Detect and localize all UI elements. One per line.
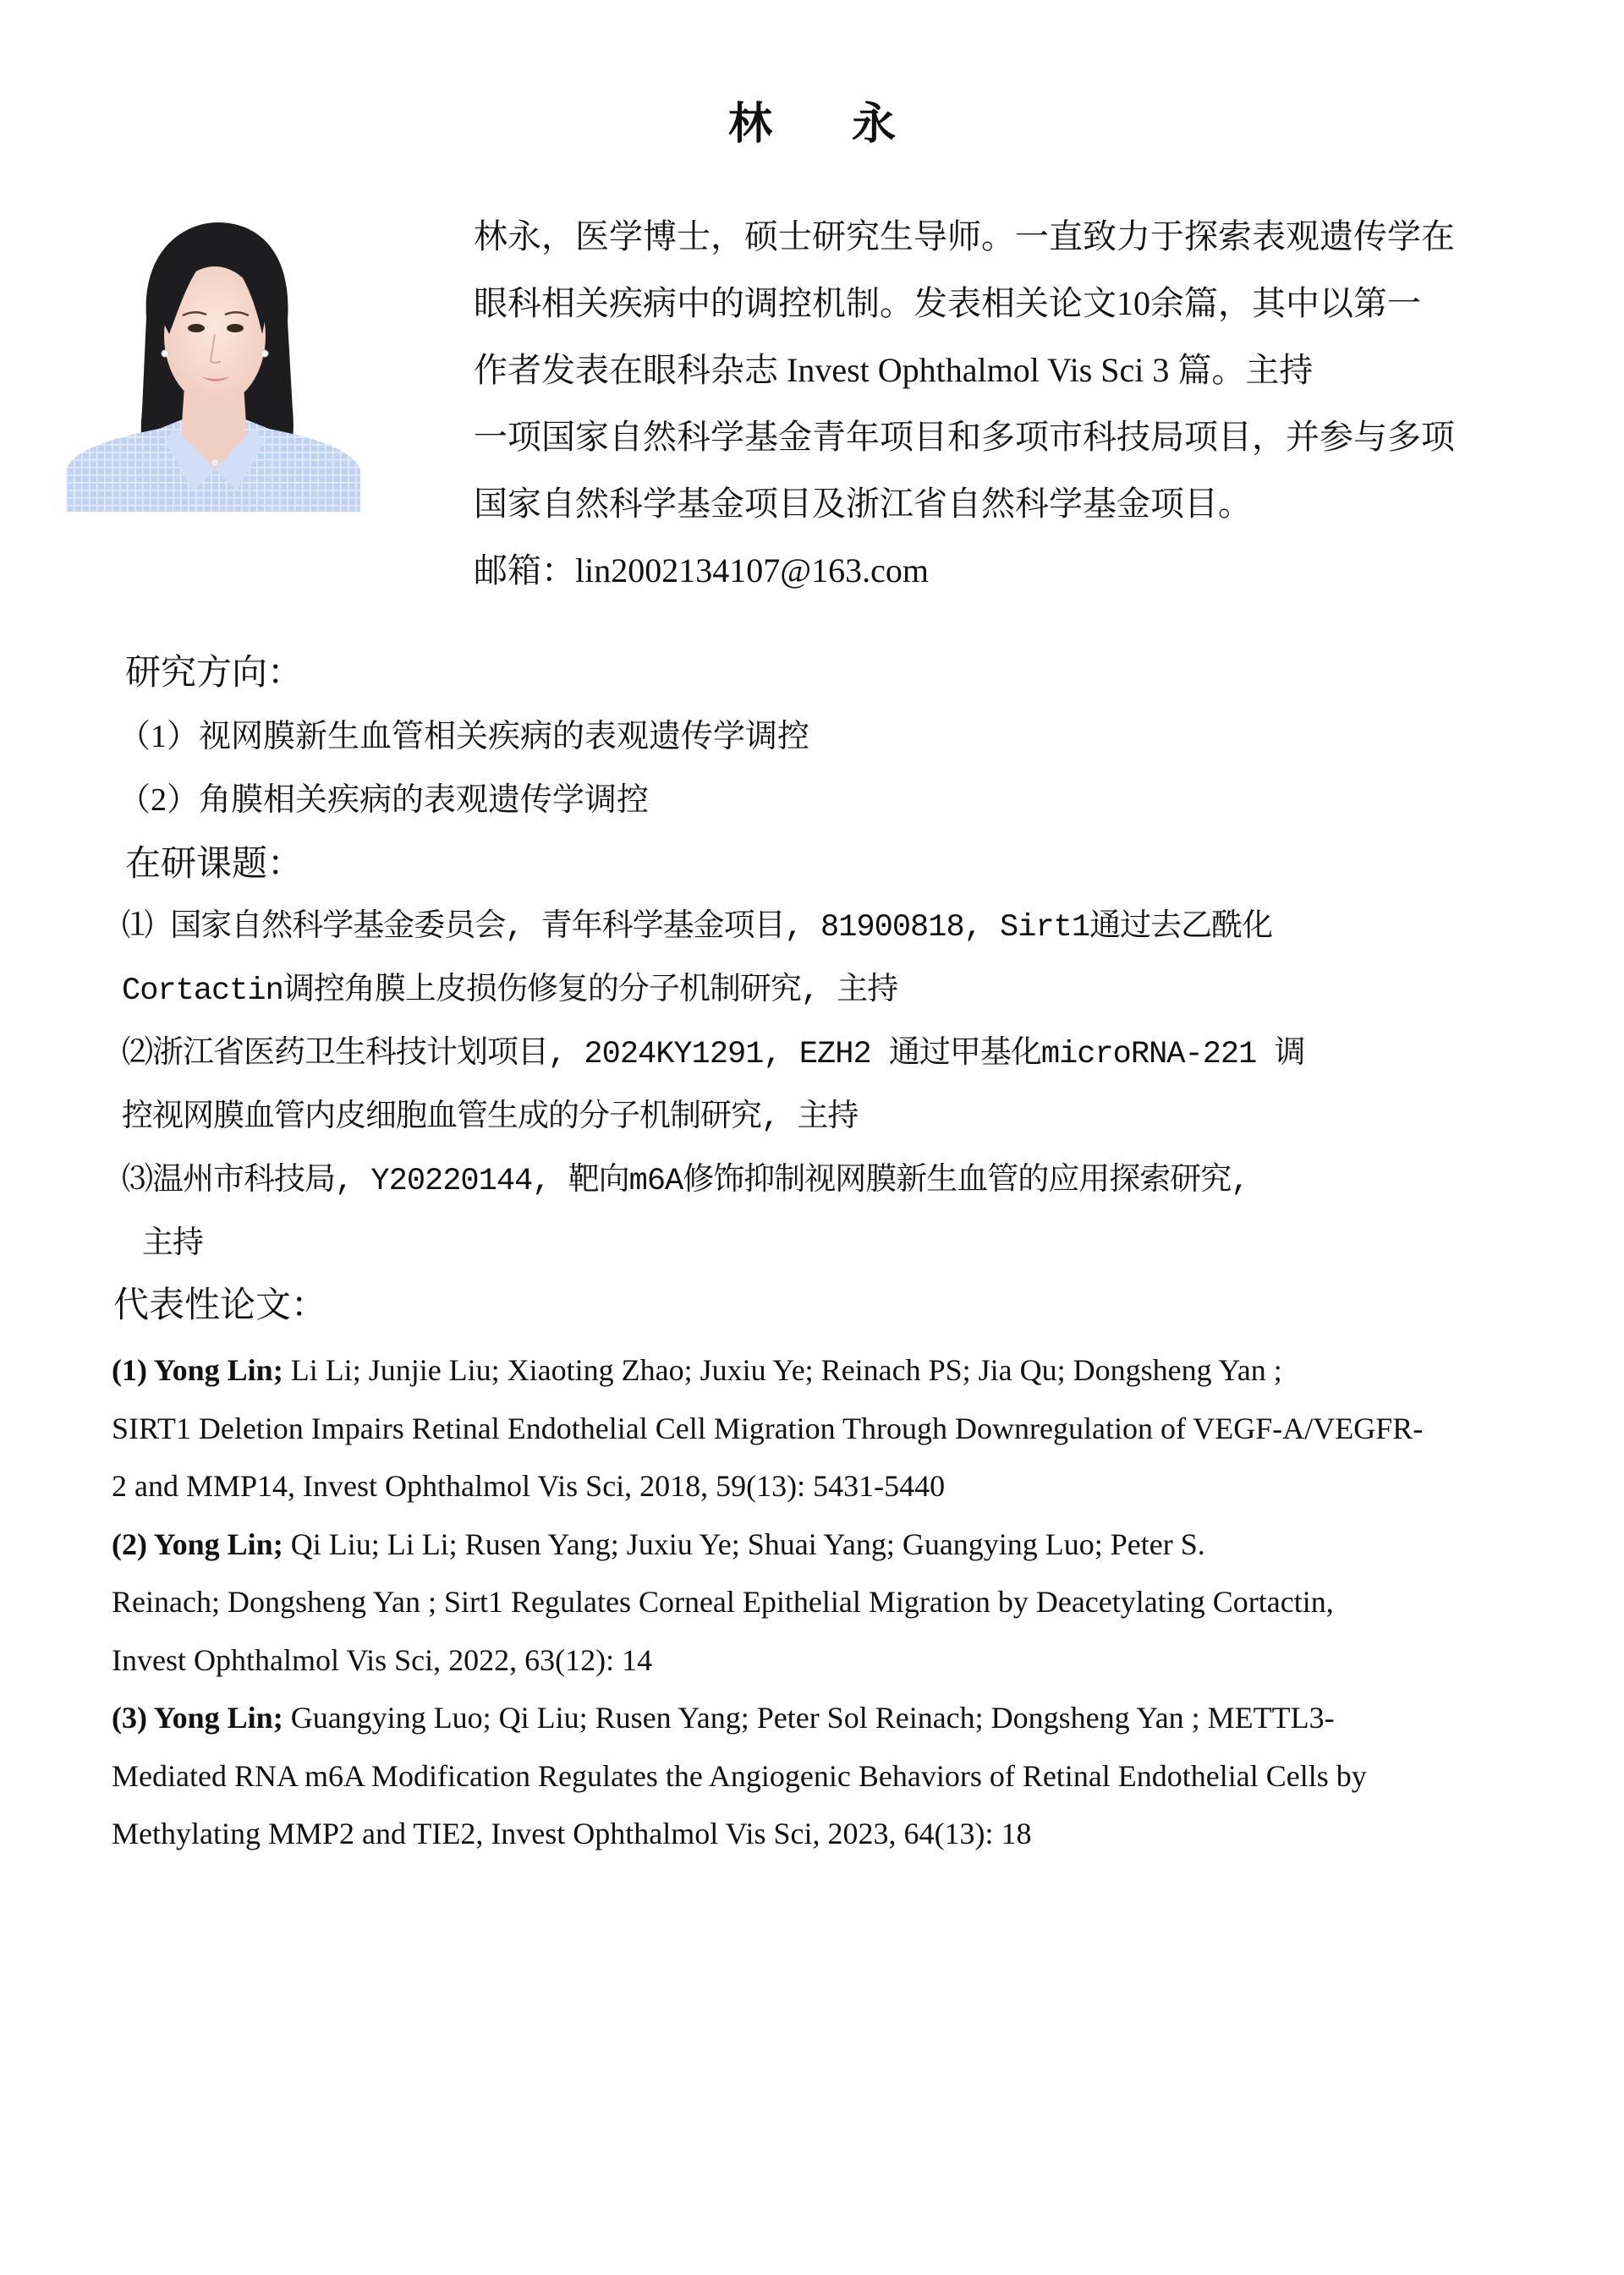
paper-line: [112, 1516, 1600, 1574]
paper-author-highlight: (1) Yong Lin;: [112, 1353, 283, 1387]
paper-line: [112, 1689, 1600, 1747]
research-heading: 研究方向：: [125, 654, 304, 693]
research-item: （1）视网膜新生血管相关疾病的表观遗传学调控: [118, 719, 810, 754]
papers-heading-wrap: [113, 1274, 1551, 1338]
page-title: 林 永: [727, 99, 929, 150]
paper-authors: Li Li; Junjie Liu; Xiaoting Zhao; Juxiu Ye; Reinach PS; Jia Qu; Dongsheng Yan ;: [283, 1353, 1282, 1387]
paper-authors: Qi Liu; Li Li; Rusen Yang; Juxiu Ye; Shuai Yang; Guangying Luo; Peter S.: [283, 1527, 1205, 1561]
email-link[interactable]: lin2002134107@163.com: [575, 551, 929, 589]
project-item: [122, 896, 1563, 1023]
paper-item: [112, 1689, 1600, 1863]
bio-line: 作者发表在眼科杂志 Invest Ophthalmol Vis Sci 3 篇。主持: [474, 351, 1314, 389]
project-line: 主持: [142, 1227, 203, 1263]
paper-line: SIRT1 Deletion Impairs Retinal Endothelial Cell Migration Through Downregulation of VEGF-A/VEGFR-: [112, 1411, 1424, 1445]
bio-line: 眼科相关疾病中的调控机制。发表相关论文10余篇，其中以第一: [474, 284, 1421, 322]
paper-author-highlight: (2) Yong Lin;: [112, 1527, 283, 1561]
project-line: ⑶温州市科技局, Y20220144, 靶向m6A修饰抑制视网膜新生血管的应用探索研究,: [122, 1164, 1249, 1199]
project-item: [122, 1023, 1563, 1150]
project-line: ⑵浙江省医药卫生科技计划项目, 2024KY1291, EZH2 通过甲基化microRNA-221 调: [122, 1037, 1305, 1072]
paper-line: Invest Ophthalmol Vis Sci, 2022, 63(12): 14: [112, 1642, 653, 1677]
email-label: 邮箱：: [474, 551, 575, 589]
paper-item: [112, 1516, 1600, 1690]
email-line: [474, 537, 1607, 604]
paper-line: Reinach; Dongsheng Yan ; Sirt1 Regulates Corneal Epithelial Migration by Deacetylating Cortactin,: [112, 1585, 1334, 1619]
project-line: Cortactin调控角膜上皮损伤修复的分子机制研究, 主持: [122, 973, 898, 1009]
paper-line: Methylating MMP2 and TIE2, Invest Ophthalmol Vis Sci, 2023, 64(13): 18: [112, 1817, 1032, 1850]
project-item: [122, 1150, 1563, 1277]
paper-line: [112, 1341, 1600, 1400]
research-section: [118, 641, 1563, 832]
portrait-photo: [66, 216, 360, 512]
bio-line: 一项国家自然科学基金青年项目和多项市科技局项目，并参与多项: [474, 418, 1455, 456]
paper-authors: Guangying Luo; Qi Liu; Rusen Yang; Peter Sol Reinach; Dongsheng Yan ; METTL3-: [283, 1701, 1335, 1735]
project-line: ⑴ 国家自然科学基金委员会, 青年科学基金项目, 81900818, Sirt1通过去乙酰化: [122, 910, 1273, 946]
projects-section: [122, 832, 1563, 1277]
projects-heading: 在研课题：: [125, 845, 304, 884]
paper-item: [112, 1341, 1600, 1516]
paper-line: Mediated RNA m6A Modification Regulates the Angiogenic Behaviors of Retinal Endothelial Cells by: [112, 1758, 1367, 1793]
bio-line: 林永，医学博士，硕士研究生导师。一直致力于探索表观遗传学在: [474, 217, 1455, 255]
paper-line: 2 and MMP14, Invest Ophthalmol Vis Sci, 2018, 59(13): 5431-5440: [112, 1469, 946, 1503]
bio-line: 国家自然科学基金项目及浙江省自然科学基金项目。: [474, 485, 1252, 523]
project-line: 控视网膜血管内皮细胞血管生成的分子机制研究, 主持: [122, 1100, 859, 1136]
papers-heading: 代表性论文：: [113, 1286, 327, 1325]
bio-section: [474, 203, 1607, 604]
paper-author-highlight: (3) Yong Lin;: [112, 1701, 283, 1735]
research-item: （2）角膜相关疾病的表观遗传学调控: [118, 782, 650, 818]
papers-list: [112, 1341, 1600, 1863]
